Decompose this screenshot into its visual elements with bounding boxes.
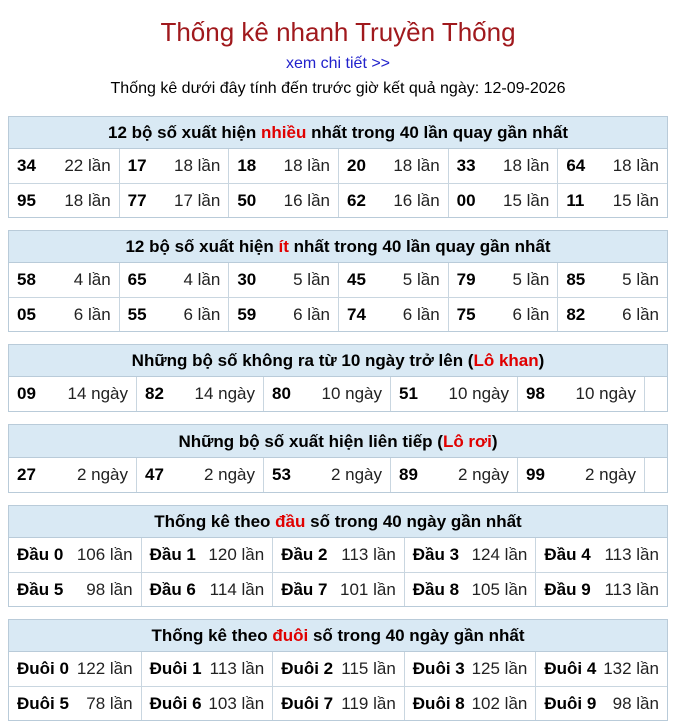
stat-cell xyxy=(338,263,448,297)
stat-count: 113 lần xyxy=(604,579,659,599)
stat-key: 80 xyxy=(272,384,291,403)
stat-count: 132 lần xyxy=(603,659,659,678)
stat-count: 105 lần xyxy=(471,579,528,599)
stats-grid xyxy=(9,149,667,217)
table-row xyxy=(9,297,667,331)
stat-cell xyxy=(141,573,273,606)
stat-count: 2 ngày xyxy=(330,465,382,484)
header-text: 12 bộ số xuất hiện xyxy=(107,123,262,142)
stat-cell xyxy=(557,149,667,183)
stat-key: Đuôi 7 xyxy=(281,693,334,713)
stat-key: 34 xyxy=(17,156,36,175)
stat-key: Đuôi 1 xyxy=(149,659,202,678)
stat-key: 85 xyxy=(566,270,586,289)
stat-count: 125 lần xyxy=(471,659,528,678)
stat-count: 2 ngày xyxy=(203,465,255,484)
stat-key: 82 xyxy=(566,304,586,324)
stat-key: Đầu 4 xyxy=(544,545,591,564)
stat-key: 20 xyxy=(347,156,366,175)
stat-count: 5 lần xyxy=(622,270,660,289)
stat-cell xyxy=(404,573,536,606)
stat-key: Đuôi 9 xyxy=(544,693,597,713)
stat-key: 99 xyxy=(526,465,545,484)
stat-key: Đuôi 3 xyxy=(412,659,465,678)
stat-count: 102 lần xyxy=(471,693,528,713)
stat-count: 6 lần xyxy=(402,304,440,324)
most-frequent-header xyxy=(9,117,667,149)
most-frequent-table xyxy=(8,116,668,218)
header-highlight: ít xyxy=(278,237,289,256)
page-subtitle: Thống kê dưới đây tính đến trước giờ kết quả ngày: 12-09-2026 xyxy=(110,80,566,97)
stat-count: 18 lần xyxy=(283,156,330,175)
stat-key: 55 xyxy=(127,304,147,324)
stat-cell xyxy=(228,149,338,183)
stat-count: 103 lần xyxy=(208,693,265,713)
stat-count: 18 lần xyxy=(612,156,660,175)
stat-cell xyxy=(119,149,229,183)
stat-count: 6 lần xyxy=(183,304,221,324)
stat-cell xyxy=(9,377,136,411)
stat-count: 122 lần xyxy=(76,659,133,678)
stat-cell xyxy=(141,652,273,686)
stat-key: 17 xyxy=(127,156,147,175)
header-highlight: Lô rơi xyxy=(442,432,492,451)
stat-cell xyxy=(338,149,448,183)
stat-count: 6 lần xyxy=(512,304,550,324)
stat-count: 15 lần xyxy=(503,190,550,210)
stat-count: 115 lần xyxy=(341,659,396,678)
stat-cell xyxy=(272,652,404,686)
table-row xyxy=(9,263,667,297)
page-title: Thống kê nhanh Truyền Thống xyxy=(160,17,516,47)
stat-key: 64 xyxy=(566,156,586,175)
header-text: Thống kê theo xyxy=(154,512,276,531)
stats-grid xyxy=(9,263,667,331)
stat-cell xyxy=(9,687,141,720)
stat-key: 62 xyxy=(347,190,366,210)
lo-roi-header xyxy=(9,425,667,458)
stat-key: 65 xyxy=(127,270,147,289)
stat-key: Đầu 1 xyxy=(149,545,196,564)
stat-count: 114 lần xyxy=(209,579,265,599)
stat-count: 15 lần xyxy=(612,190,660,210)
stat-key: 98 xyxy=(526,384,545,403)
stat-cell xyxy=(338,184,448,217)
stat-count: 5 lần xyxy=(402,270,440,289)
stat-key: 33 xyxy=(456,156,476,175)
lo-roi-table xyxy=(8,424,668,493)
stat-key: Đầu 7 xyxy=(281,579,328,599)
stat-key: Đầu 6 xyxy=(149,579,196,599)
stat-count: 18 lần xyxy=(393,156,440,175)
stat-key: 58 xyxy=(17,270,36,289)
header-highlight: Lô khan xyxy=(473,351,539,370)
stat-cell xyxy=(448,263,558,297)
stat-cell xyxy=(263,377,390,411)
stat-count: 14 ngày xyxy=(194,384,255,403)
header-text: nhất trong 40 lần quay gần nhất xyxy=(288,237,551,256)
stat-cell xyxy=(136,377,263,411)
stat-cell xyxy=(448,298,558,331)
stat-count: 5 lần xyxy=(293,270,330,289)
dau-stats-table xyxy=(8,505,668,607)
stat-cell xyxy=(448,149,558,183)
stat-cell xyxy=(9,149,119,183)
stat-cell xyxy=(535,687,667,720)
stat-cell xyxy=(557,184,667,217)
header-highlight: đuôi xyxy=(272,626,309,645)
header-text: số trong 40 ngày gần nhất xyxy=(305,512,522,531)
stat-key: Đuôi 6 xyxy=(149,693,202,713)
stat-cell xyxy=(9,538,141,572)
table-row xyxy=(9,458,667,492)
stat-count: 14 ngày xyxy=(67,384,128,403)
duoi-stats-table xyxy=(8,619,668,721)
stat-count: 101 lần xyxy=(340,579,396,599)
stat-key: 27 xyxy=(17,465,36,484)
stats-grid xyxy=(9,538,667,606)
stat-count: 2 ngày xyxy=(584,465,636,484)
stat-key: Đầu 0 xyxy=(17,545,64,564)
stat-cell xyxy=(119,184,229,217)
stat-cell xyxy=(404,687,536,720)
stat-cell xyxy=(9,458,136,492)
stat-count: 106 lần xyxy=(76,545,133,564)
least-frequent-header xyxy=(9,231,667,263)
stat-count: 98 lần xyxy=(86,579,133,599)
stat-count: 2 ngày xyxy=(457,465,509,484)
header-highlight: đầu xyxy=(275,512,306,531)
stat-key: Đầu 3 xyxy=(412,545,460,564)
stat-count: 120 lần xyxy=(208,545,265,564)
table-row xyxy=(9,652,667,686)
lo-khan-header xyxy=(9,345,667,377)
stat-count: 17 lần xyxy=(174,190,221,210)
stat-count: 10 ngày xyxy=(448,384,509,403)
stat-cell xyxy=(557,298,667,331)
header-text: Thống kê theo xyxy=(151,626,273,645)
stat-count: 2 ngày xyxy=(76,465,128,484)
stat-cell xyxy=(9,573,141,606)
stat-key: 47 xyxy=(145,465,164,484)
stat-cell xyxy=(119,298,229,331)
stat-count: 4 lần xyxy=(183,270,221,289)
stat-key: 77 xyxy=(127,190,147,210)
stat-count: 16 lần xyxy=(283,190,330,210)
dau-stats-header xyxy=(9,506,667,538)
stat-cell xyxy=(557,263,667,297)
stat-cell xyxy=(338,298,448,331)
stat-key: 18 xyxy=(237,156,257,175)
header-text: ) xyxy=(538,351,545,370)
stat-cell xyxy=(119,263,229,297)
stat-cell xyxy=(272,538,404,572)
stat-count: 10 ngày xyxy=(321,384,382,403)
stats-grid xyxy=(9,652,667,720)
stat-key: 09 xyxy=(17,384,36,403)
header-text: 12 bộ số xuất hiện xyxy=(125,237,279,256)
table-row xyxy=(9,686,667,720)
empty-cell xyxy=(644,377,667,411)
stat-count: 18 lần xyxy=(174,156,221,175)
stat-count: 119 lần xyxy=(341,693,396,713)
stat-count: 6 lần xyxy=(622,304,660,324)
stat-cell xyxy=(9,298,119,331)
lo-khan-table xyxy=(8,344,668,412)
stat-cell xyxy=(404,652,536,686)
least-frequent-table xyxy=(8,230,668,332)
stat-key: 00 xyxy=(456,190,476,210)
stat-cell xyxy=(136,458,263,492)
stat-key: Đuôi 0 xyxy=(17,659,69,678)
empty-cell xyxy=(644,458,667,492)
stat-cell xyxy=(535,573,667,606)
stat-key: 45 xyxy=(347,270,366,289)
stat-cell xyxy=(228,184,338,217)
stat-key: 50 xyxy=(237,190,257,210)
header-text: số trong 40 ngày gần nhất xyxy=(308,626,525,645)
stat-count: 113 lần xyxy=(209,659,265,678)
stat-count: 22 lần xyxy=(64,156,111,175)
stat-key: 74 xyxy=(347,304,366,324)
stat-count: 124 lần xyxy=(471,545,528,564)
table-row xyxy=(9,572,667,606)
stat-count: 113 lần xyxy=(604,545,659,564)
stat-key: 79 xyxy=(456,270,476,289)
stat-key: 89 xyxy=(399,465,418,484)
stat-key: Đuôi 8 xyxy=(412,693,465,713)
stat-cell xyxy=(228,263,338,297)
header-text: Những bộ số xuất hiện liên tiếp ( xyxy=(178,432,443,451)
stat-key: Đầu 9 xyxy=(544,579,591,599)
stat-count: 4 lần xyxy=(73,270,111,289)
stat-cell xyxy=(404,538,536,572)
stat-key: 11 xyxy=(566,190,585,210)
duoi-stats-header xyxy=(9,620,667,652)
stat-key: 59 xyxy=(237,304,257,324)
stat-cell xyxy=(390,458,517,492)
stat-key: 30 xyxy=(237,270,257,289)
stat-key: 05 xyxy=(17,304,36,324)
stat-count: 5 lần xyxy=(512,270,550,289)
stats-grid xyxy=(9,458,667,492)
stat-cell xyxy=(535,652,667,686)
stat-cell xyxy=(9,652,141,686)
stat-cell xyxy=(141,538,273,572)
stat-cell xyxy=(535,538,667,572)
stat-key: Đầu 5 xyxy=(17,579,64,599)
stats-grid xyxy=(9,377,667,411)
stat-cell xyxy=(272,573,404,606)
header-text: ) xyxy=(491,432,498,451)
stat-count: 18 lần xyxy=(64,190,111,210)
stat-cell xyxy=(272,687,404,720)
stat-cell xyxy=(448,184,558,217)
stat-count: 113 lần xyxy=(341,545,396,564)
table-row xyxy=(9,538,667,572)
table-row xyxy=(9,149,667,183)
stat-key: Đuôi 2 xyxy=(281,659,334,678)
stat-key: Đuôi 4 xyxy=(544,659,597,678)
stat-count: 16 lần xyxy=(393,190,440,210)
stat-cell xyxy=(517,377,644,411)
stat-count: 10 ngày xyxy=(575,384,636,403)
details-link[interactable]: xem chi tiết >> xyxy=(285,55,391,72)
stat-key: 95 xyxy=(17,190,36,210)
stat-count: 6 lần xyxy=(293,304,330,324)
stat-key: 53 xyxy=(272,465,291,484)
stat-key: 75 xyxy=(456,304,476,324)
stat-cell xyxy=(9,263,119,297)
stat-cell xyxy=(263,458,390,492)
table-row xyxy=(9,183,667,217)
stat-count: 98 lần xyxy=(612,693,659,713)
header-text: Những bộ số không ra từ 10 ngày trở lên ( xyxy=(131,351,474,370)
stat-key: 51 xyxy=(399,384,418,403)
header-text: nhất trong 40 lần quay gần nhất xyxy=(306,123,569,142)
stat-key: Đầu 2 xyxy=(281,545,328,564)
stat-cell xyxy=(390,377,517,411)
stat-cell xyxy=(141,687,273,720)
stat-key: Đuôi 5 xyxy=(17,693,69,713)
stat-count: 78 lần xyxy=(86,693,133,713)
stat-count: 6 lần xyxy=(73,304,111,324)
stat-key: 82 xyxy=(145,384,164,403)
table-row xyxy=(9,377,667,411)
header-highlight: nhiều xyxy=(261,123,307,142)
stat-cell xyxy=(9,184,119,217)
stat-cell xyxy=(517,458,644,492)
stat-count: 18 lần xyxy=(503,156,550,175)
stat-cell xyxy=(228,298,338,331)
stat-key: Đầu 8 xyxy=(412,579,460,599)
